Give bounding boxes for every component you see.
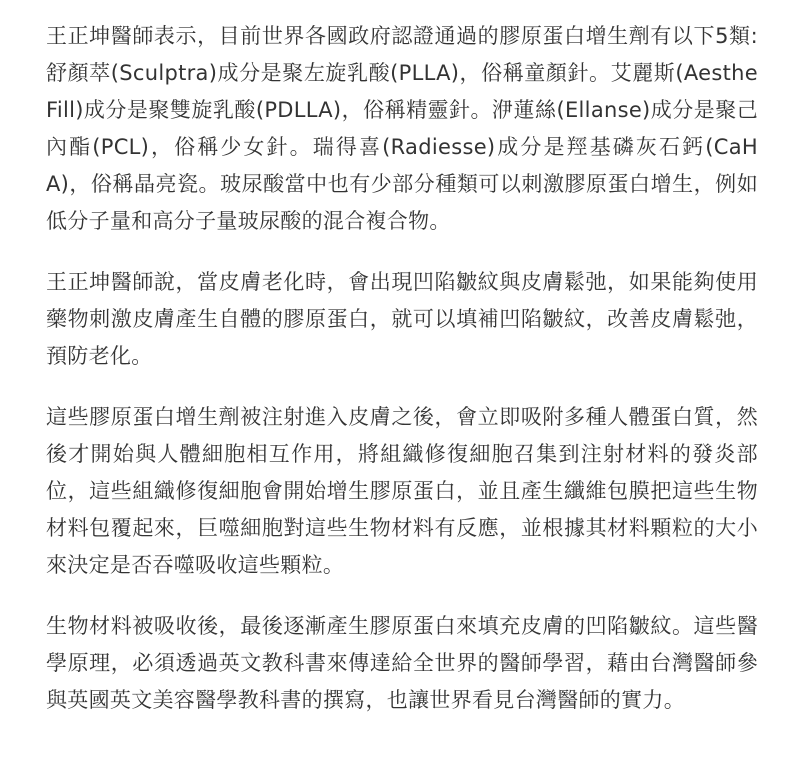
article-paragraph-4: 生物材料被吸收後，最後逐漸產生膠原蛋白來填充皮膚的凹陷皺紋。這些醫學原理，必須透過英文教科書來傳達給全世界的醫師學習，藉由台灣醫師參與英國英文美容醫學教科書的撰寫，也讓世界看見台灣醫師的實力。	[46, 614, 758, 712]
article-paragraph-1: 王正坤醫師表示，目前世界各國政府認證通過的膠原蛋白增生劑有以下5類:舒顏萃(Sculptra)成分是聚左旋乳酸(PLLA)，俗稱童顏針。艾麗斯(AestheFill)成分是聚雙旋乳酸(PDLLA)，俗稱精靈針。洢蓮絲(Ellanse)成分是聚己內酯(PCL)，俗稱少女針。瑞得喜(Radiesse)成分是羥基磷灰石鈣(CaHA)，俗稱晶亮瓷。玻尿酸當中也有少部分種類可以刺激膠原蛋白增生，例如低分子量和高分子量玻尿酸的混合複合物。	[46, 24, 758, 233]
article-paragraph-2: 王正坤醫師說，當皮膚老化時，會出現凹陷皺紋與皮膚鬆弛，如果能夠使用藥物刺激皮膚產生自體的膠原蛋白，就可以填補凹陷皺紋，改善皮膚鬆弛，預防老化。	[46, 270, 758, 368]
article-paragraph-3: 這些膠原蛋白增生劑被注射進入皮膚之後，會立即吸附多種人體蛋白質，然後才開始與人體細胞相互作用，將組織修復細胞召集到注射材料的發炎部位，這些組織修復細胞會開始增生膠原蛋白，並且產生纖維包膜把這些生物材料包覆起來，巨噬細胞對這些生物材料有反應，並根據其材料顆粒的大小來決定是否吞噬吸收這些顆粒。	[46, 405, 758, 577]
